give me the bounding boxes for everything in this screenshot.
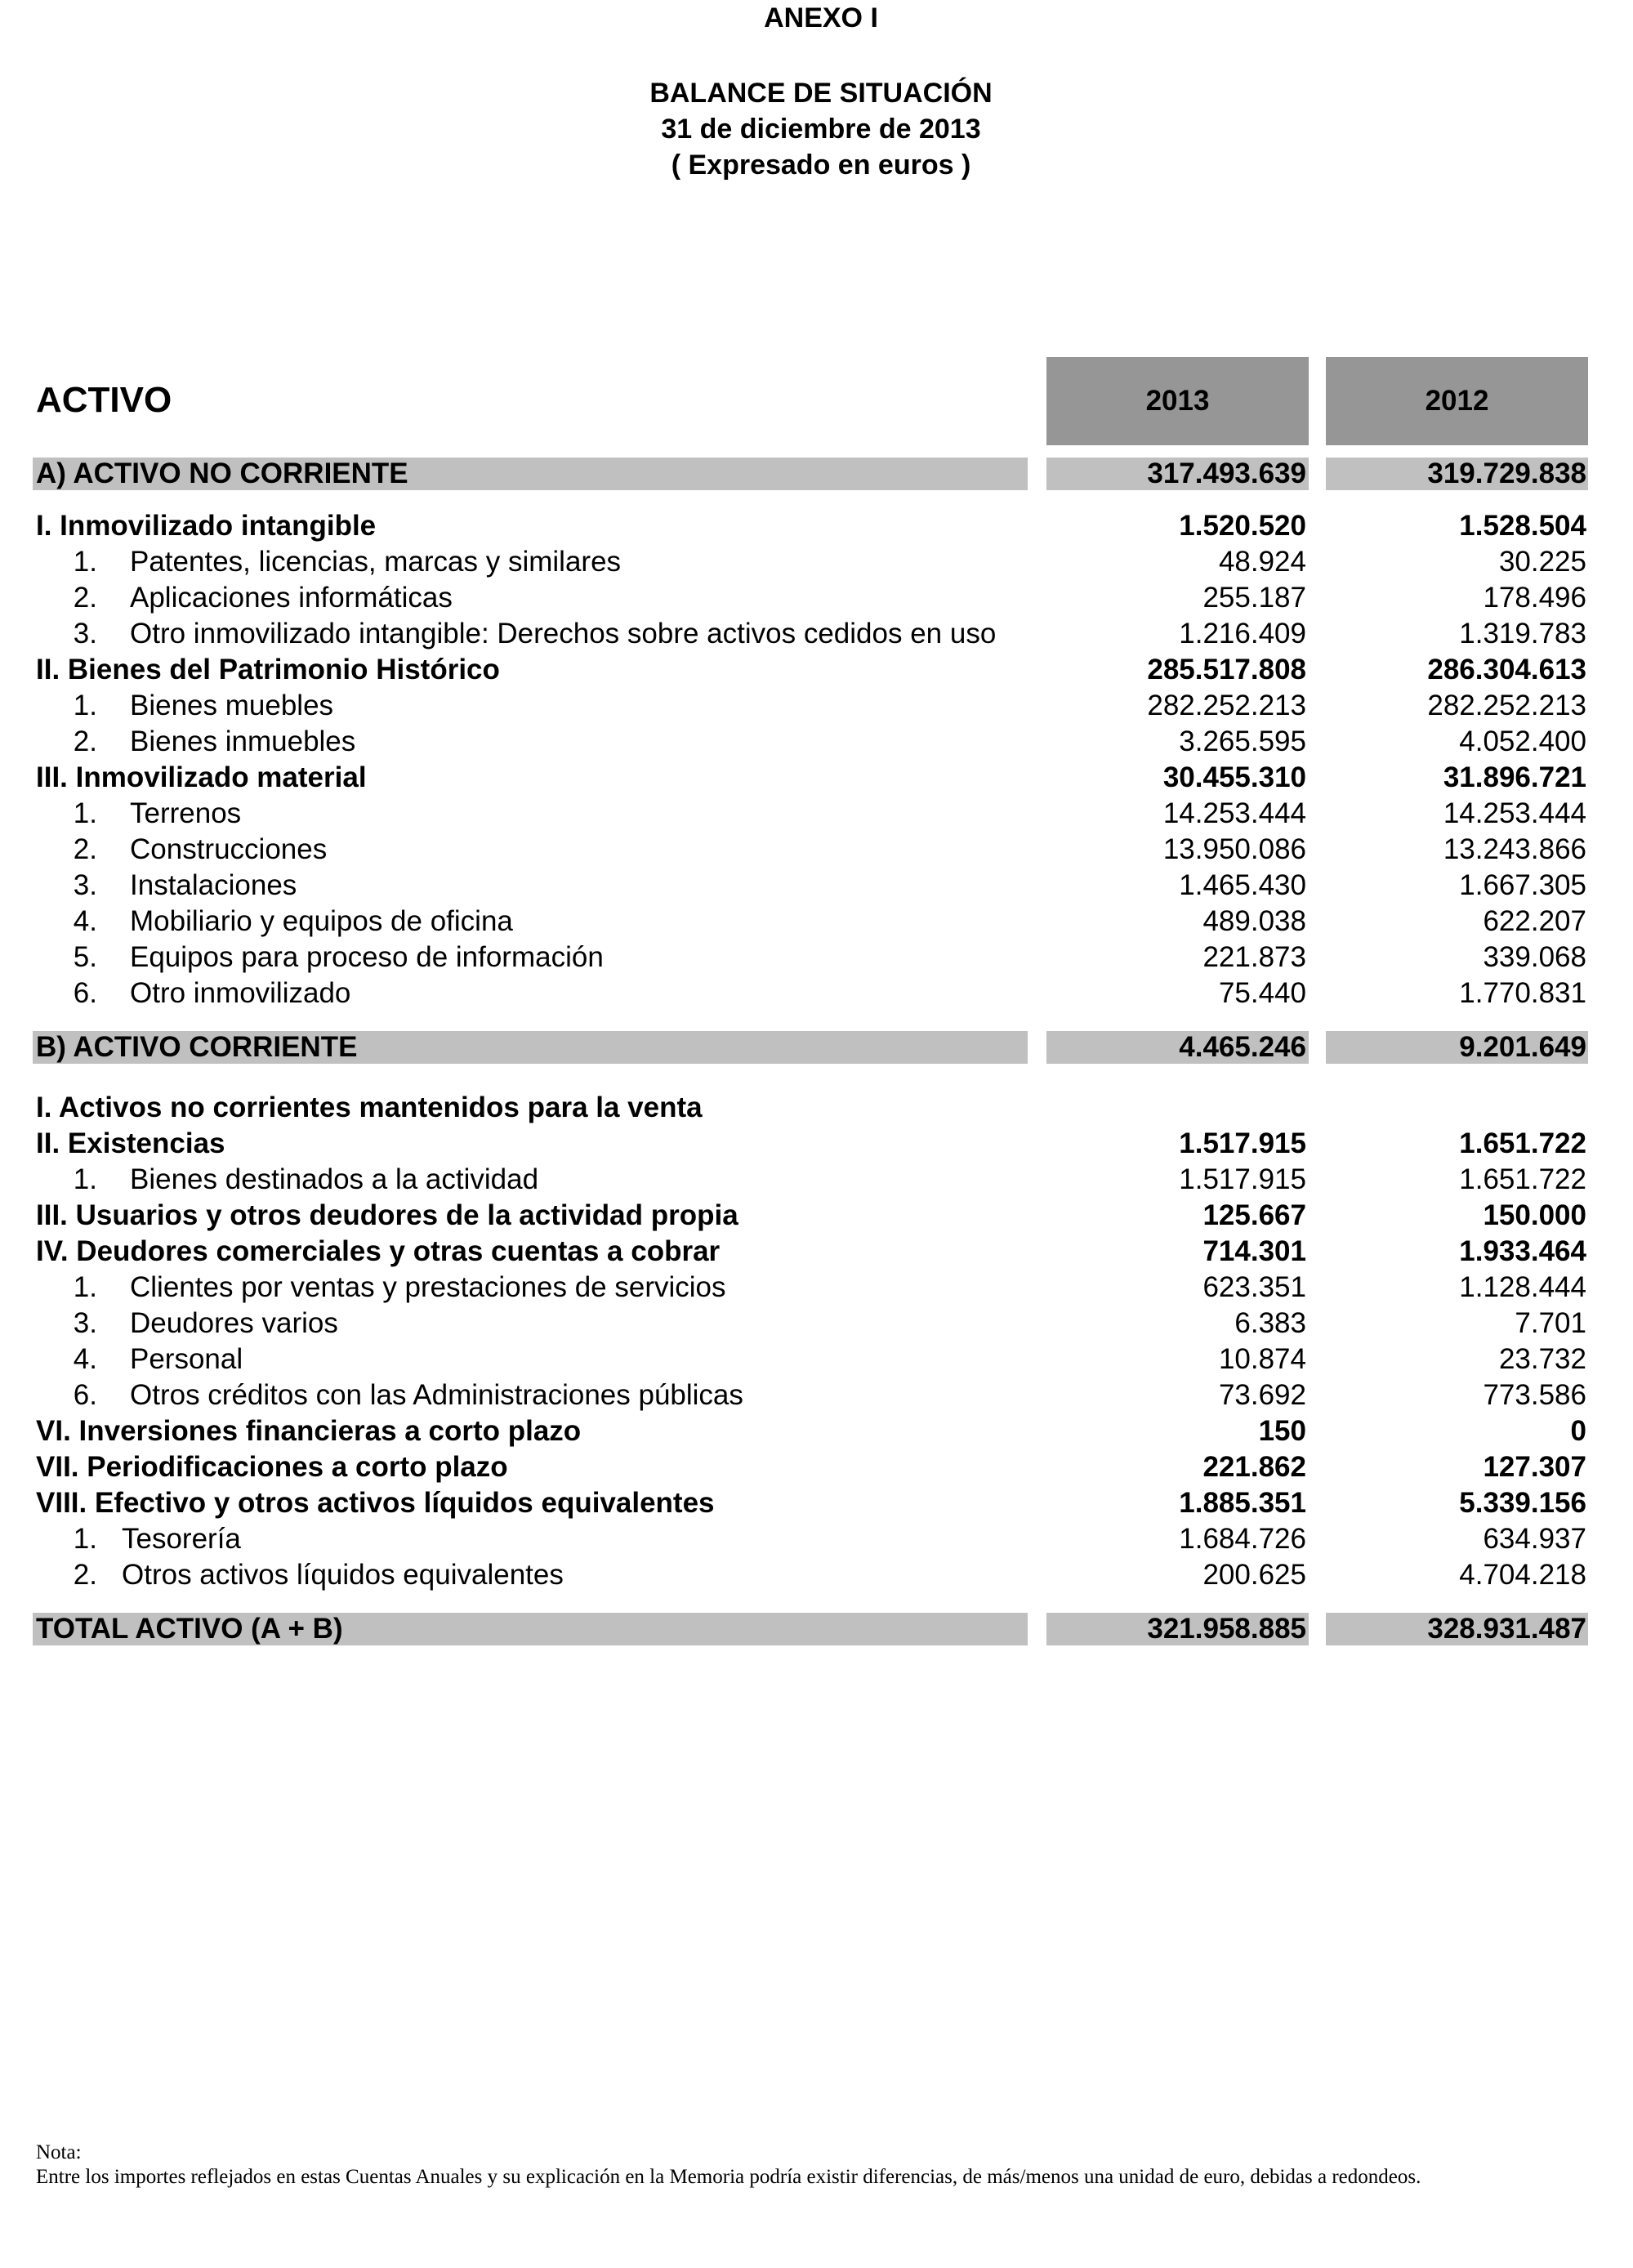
value-2012: 1.770.831 — [1459, 977, 1586, 1009]
row-text: Otros activos líquidos equivalentes — [122, 1559, 564, 1591]
table-row — [0, 1342, 1633, 1377]
row-number: 4. — [73, 905, 97, 937]
value-2012: 773.586 — [1483, 1379, 1586, 1411]
table-row — [0, 616, 1633, 652]
value-2013: 6.383 — [1234, 1307, 1306, 1339]
value-2012: 1.651.722 — [1459, 1163, 1586, 1195]
table-row — [0, 832, 1633, 868]
section-row — [0, 1611, 1633, 1647]
value-2012: 622.207 — [1483, 905, 1586, 937]
row-label: TOTAL ACTIVO (A + B) — [36, 1613, 343, 1645]
row-text: Tesorería — [122, 1523, 241, 1555]
row-number: 1. — [73, 1271, 97, 1303]
value-2013: 30.455.310 — [1162, 761, 1306, 793]
value-2013: 73.692 — [1218, 1379, 1306, 1411]
table-row — [0, 652, 1633, 688]
row-text: Otros créditos con las Administraciones públicas — [130, 1379, 743, 1411]
row-label — [36, 544, 621, 580]
row-label: I. Inmovilizado intangible — [36, 510, 377, 542]
value-2013: 489.038 — [1202, 905, 1306, 937]
row-label — [36, 832, 327, 868]
note-title: Nota: — [36, 2141, 82, 2163]
value-2012: 4.052.400 — [1459, 725, 1586, 757]
value-2012: 4.704.218 — [1459, 1559, 1586, 1591]
value-2012: 23.732 — [1498, 1343, 1586, 1375]
table-row — [0, 544, 1633, 580]
row-label: B) ACTIVO CORRIENTE — [36, 1031, 358, 1063]
value-2012: 30.225 — [1498, 546, 1586, 578]
row-label — [36, 1557, 564, 1593]
row-label — [36, 1270, 726, 1306]
row-text: Bienes destinados a la actividad — [130, 1163, 539, 1195]
row-label: VI. Inversiones financieras a corto plazo — [36, 1415, 582, 1447]
table-row — [0, 688, 1633, 724]
table-row — [0, 1126, 1633, 1162]
value-2012: 13.243.866 — [1443, 833, 1586, 865]
row-text: Construcciones — [130, 833, 328, 865]
value-2013: 4.465.246 — [1179, 1031, 1306, 1063]
table-row — [0, 1449, 1633, 1485]
value-2013: 221.862 — [1202, 1451, 1306, 1483]
note-text: Entre los importes reflejados en estas Cuentas Anuales y su explicación en la Memoria podría existir diferencias, de más/menos una unidad de euro, debidas a redondeos. — [36, 2166, 1421, 2188]
row-label: II. Bienes del Patrimonio Histórico — [36, 654, 500, 685]
value-2013: 1.684.726 — [1179, 1523, 1306, 1555]
table-row — [0, 724, 1633, 760]
document-title: BALANCE DE SITUACIÓN — [649, 78, 993, 109]
value-2012: 634.937 — [1483, 1523, 1586, 1555]
value-2013: 3.265.595 — [1179, 725, 1306, 757]
value-2013: 1.216.409 — [1179, 618, 1306, 650]
row-number: 3. — [73, 1307, 97, 1339]
row-label — [36, 868, 297, 904]
row-text: Otro inmovilizado — [130, 977, 351, 1009]
row-label — [36, 796, 241, 832]
row-text: Bienes muebles — [130, 690, 334, 721]
row-text: Instalaciones — [130, 869, 297, 901]
value-2012: 1.651.722 — [1459, 1127, 1586, 1159]
value-2012: 14.253.444 — [1443, 797, 1586, 829]
value-2012: 178.496 — [1483, 582, 1586, 614]
row-number: 1. — [73, 1523, 97, 1555]
row-label — [36, 1342, 243, 1377]
row-number: 2. — [73, 725, 97, 757]
value-2013: 125.667 — [1202, 1199, 1306, 1231]
section-row — [0, 456, 1633, 492]
row-label — [36, 1377, 743, 1413]
table-row — [0, 1521, 1633, 1557]
value-2013: 150 — [1258, 1415, 1306, 1447]
table-row — [0, 1306, 1633, 1342]
value-2012: 1.319.783 — [1459, 618, 1586, 650]
row-number: 6. — [73, 977, 97, 1009]
value-2012: 1.933.464 — [1459, 1235, 1586, 1267]
value-2013: 714.301 — [1202, 1235, 1306, 1267]
table-row — [0, 940, 1633, 976]
row-text: Deudores varios — [130, 1307, 338, 1339]
row-number: 2. — [73, 582, 97, 614]
value-2012: 282.252.213 — [1427, 690, 1586, 721]
row-label: IV. Deudores comerciales y otras cuentas a cobrar — [36, 1235, 721, 1267]
row-number: 4. — [73, 1343, 97, 1375]
row-number: 2. — [73, 833, 97, 865]
row-label — [36, 940, 604, 976]
value-2013: 285.517.808 — [1147, 654, 1306, 685]
column-header-2012: 2012 — [1326, 357, 1588, 445]
table-row — [0, 796, 1633, 832]
value-2013: 321.958.885 — [1147, 1613, 1306, 1645]
value-2013: 14.253.444 — [1162, 797, 1306, 829]
row-label: III. Usuarios y otros deudores de la actividad propia — [36, 1199, 738, 1231]
row-text: Otro inmovilizado intangible: Derechos sobre activos cedidos en uso — [130, 618, 997, 650]
section-row — [0, 1029, 1633, 1065]
row-text: Equipos para proceso de información — [130, 941, 604, 973]
value-2013: 75.440 — [1218, 977, 1306, 1009]
value-2013: 1.885.351 — [1179, 1487, 1306, 1519]
row-label — [36, 1162, 538, 1198]
value-2012: 339.068 — [1483, 941, 1586, 973]
row-label: VII. Periodificaciones a corto plazo — [36, 1451, 508, 1483]
value-2013: 13.950.086 — [1162, 833, 1306, 865]
row-number: 1. — [73, 797, 97, 829]
row-text: Bienes inmuebles — [130, 725, 356, 757]
table-row — [0, 1162, 1633, 1198]
activo-heading: ACTIVO — [36, 380, 172, 420]
value-2013: 1.517.915 — [1179, 1163, 1306, 1195]
value-2013: 1.520.520 — [1179, 510, 1306, 542]
value-2012: 1.128.444 — [1459, 1271, 1586, 1303]
value-2013: 221.873 — [1202, 941, 1306, 973]
table-row — [0, 1198, 1633, 1234]
row-number: 3. — [73, 869, 97, 901]
table-row — [0, 1377, 1633, 1413]
value-2012: 328.931.487 — [1427, 1613, 1586, 1645]
row-label — [36, 724, 355, 760]
row-number: 2. — [73, 1559, 97, 1591]
annex-title: ANEXO I — [764, 2, 878, 33]
row-text: Terrenos — [130, 797, 242, 829]
value-2013: 48.924 — [1218, 546, 1306, 578]
table-row — [0, 760, 1633, 796]
table-row — [0, 1234, 1633, 1270]
table-row — [0, 508, 1633, 544]
table-row — [0, 1090, 1633, 1126]
row-text: Personal — [130, 1343, 243, 1375]
value-2013: 200.625 — [1202, 1559, 1306, 1591]
column-header-2013: 2013 — [1046, 357, 1309, 445]
row-number: 6. — [73, 1379, 97, 1411]
document-date: 31 de diciembre de 2013 — [661, 114, 981, 145]
row-label — [36, 904, 513, 940]
row-label: II. Existencias — [36, 1127, 225, 1159]
value-2012: 5.339.156 — [1459, 1487, 1586, 1519]
value-2013: 10.874 — [1218, 1343, 1306, 1375]
table-row — [0, 580, 1633, 616]
row-label — [36, 688, 333, 724]
row-number: 5. — [73, 941, 97, 973]
value-2012: 286.304.613 — [1427, 654, 1586, 685]
value-2012: 31.896.721 — [1443, 761, 1586, 793]
table-row — [0, 868, 1633, 904]
value-2012: 127.307 — [1483, 1451, 1586, 1483]
row-number: 1. — [73, 690, 97, 721]
value-2013: 255.187 — [1202, 582, 1306, 614]
row-label — [36, 580, 453, 616]
value-2012: 150.000 — [1483, 1199, 1586, 1231]
value-2013: 1.465.430 — [1179, 869, 1306, 901]
table-row — [0, 1270, 1633, 1306]
row-number: 1. — [73, 546, 97, 578]
row-label — [36, 616, 996, 652]
value-2012: 1.667.305 — [1459, 869, 1586, 901]
value-2013: 623.351 — [1202, 1271, 1306, 1303]
table-row — [0, 1413, 1633, 1449]
row-label — [36, 1521, 241, 1557]
row-label — [36, 976, 350, 1011]
table-row — [0, 1557, 1633, 1593]
value-2012: 9.201.649 — [1459, 1031, 1586, 1063]
table-row — [0, 1485, 1633, 1521]
value-2012: 1.528.504 — [1459, 510, 1586, 542]
value-2012: 319.729.838 — [1427, 458, 1586, 489]
value-2012: 7.701 — [1515, 1307, 1586, 1339]
value-2013: 1.517.915 — [1179, 1127, 1306, 1159]
table-row — [0, 976, 1633, 1011]
row-label: III. Inmovilizado material — [36, 761, 367, 793]
row-text: Aplicaciones informáticas — [130, 582, 453, 614]
row-text: Patentes, licencias, marcas y similares — [130, 546, 622, 578]
value-2013: 282.252.213 — [1147, 690, 1306, 721]
value-2012: 0 — [1570, 1415, 1586, 1447]
row-text: Mobiliario y equipos de oficina — [130, 905, 513, 937]
row-label: VIII. Efectivo y otros activos líquidos equivalentes — [36, 1487, 715, 1519]
row-label — [36, 1306, 338, 1342]
row-number: 3. — [73, 618, 97, 650]
row-number: 1. — [73, 1163, 97, 1195]
row-text: Clientes por ventas y prestaciones de servicios — [130, 1271, 726, 1303]
document-unit: ( Expresado en euros ) — [671, 150, 971, 181]
row-label: I. Activos no corrientes mantenidos para la venta — [36, 1092, 703, 1123]
value-2013: 317.493.639 — [1147, 458, 1306, 489]
row-label: A) ACTIVO NO CORRIENTE — [36, 458, 408, 489]
table-row — [0, 904, 1633, 940]
